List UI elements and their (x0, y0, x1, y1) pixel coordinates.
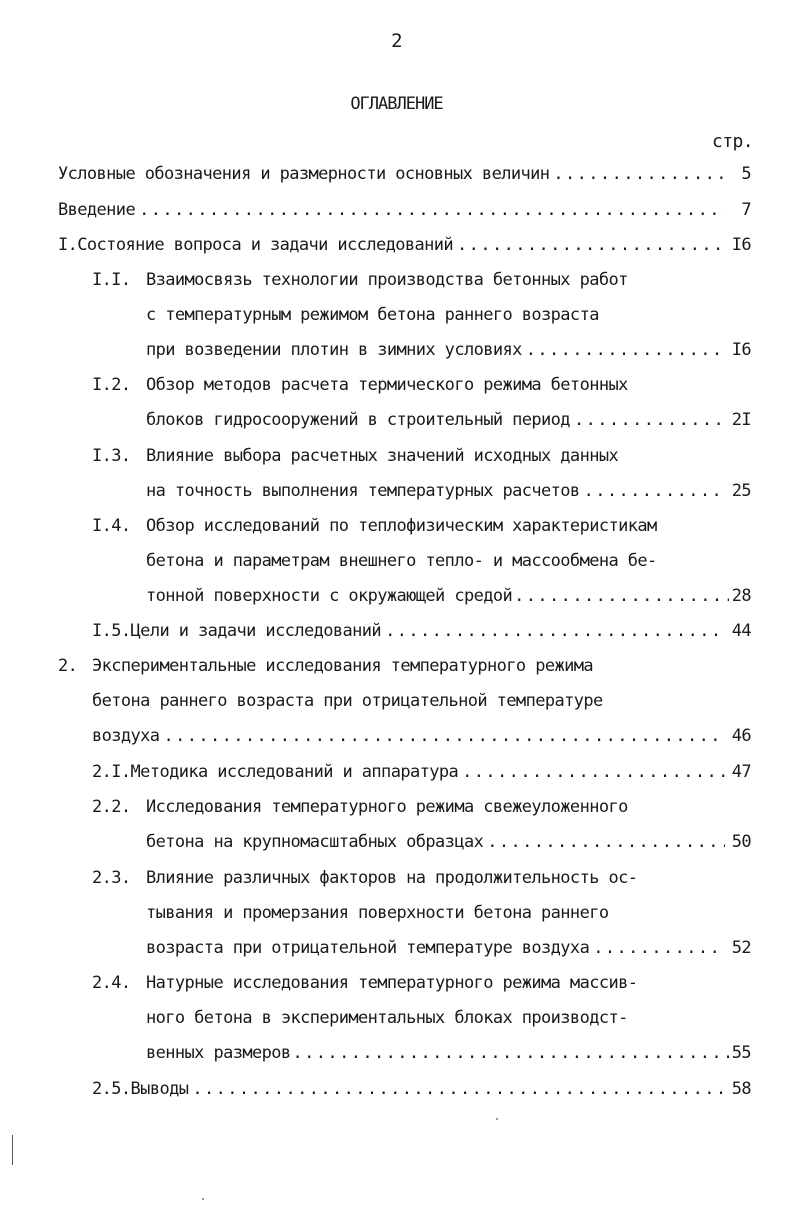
toc-entry-1-3-cont (146, 481, 751, 505)
toc-entry-number: 2. (58, 656, 78, 676)
toc-entry-text: бетона и параметрам внешнего тепло- и массообмена бе- (146, 551, 657, 571)
toc-entry-chapter-1 (58, 235, 751, 259)
toc-entry-number: I.5. (92, 621, 131, 641)
toc-entry-1-1-cont (146, 340, 751, 364)
toc-entry-2-1 (92, 762, 751, 786)
dot-leader (385, 621, 725, 638)
toc-entry-text: Влияние выбора расчетных значений исходных данных (146, 446, 619, 466)
toc-entry-text: возраста при отрицательной температуре воздуха (146, 938, 590, 958)
toc-entry-page: 25 (731, 481, 751, 501)
toc-entry-text: воздуха (92, 726, 160, 746)
toc-entry-1-1-cont (146, 305, 751, 329)
toc-entry-number: I.I. (92, 270, 131, 290)
toc-entry-2-3-cont (146, 938, 751, 962)
toc-entry-text: Влияние различных факторов на продолжительность ос- (146, 868, 638, 888)
toc-entry-1-2 (92, 375, 751, 399)
toc-entry-2-4-cont (146, 1043, 751, 1067)
toc-entry-page: 50 (731, 832, 751, 852)
toc-entry-1-5 (92, 621, 751, 645)
toc-entry-1-2-cont (146, 410, 751, 434)
toc-entry-text: тонной поверхности с окружающей средой (146, 586, 513, 606)
toc-entry-text: тывания и промерзания поверхности бетона раннего (146, 903, 609, 923)
toc-entry-page: I6 (731, 340, 751, 360)
toc-entry-page: I6 (731, 235, 751, 255)
dot-leader (526, 340, 725, 357)
toc-entry-text: Состояние вопроса и задачи исследований (77, 235, 454, 255)
dot-leader (553, 164, 725, 181)
toc-entry-number: 2.3. (92, 868, 131, 888)
toc-entry-page: 28 (731, 586, 751, 606)
toc-entry-page: 46 (731, 726, 751, 746)
toc-entry-1-1 (92, 270, 751, 294)
toc-entry-number: I. (58, 235, 78, 255)
dot-leader (514, 586, 729, 603)
toc-entry-text: Введение (58, 200, 136, 220)
toc-entry-text: бетона на крупномасштабных образцах (146, 832, 484, 852)
toc-entry-page: 7 (741, 200, 751, 220)
toc-entry-page: 47 (731, 762, 751, 782)
toc-entry-2-3 (92, 868, 751, 892)
toc-entry-1-3 (92, 446, 751, 470)
toc-entry-number: I.2. (92, 375, 131, 395)
dot-leader (593, 938, 725, 955)
dot-leader (487, 832, 725, 849)
toc-entry-page: 44 (731, 621, 751, 641)
toc-entry-text: ного бетона в экспериментальных блоках производст- (146, 1008, 628, 1028)
toc-entry-1-4 (92, 516, 751, 540)
toc-entry-number: I.3. (92, 446, 131, 466)
dot-leader (574, 410, 725, 427)
toc-entry-page: 52 (731, 938, 751, 958)
dot-leader (192, 1079, 725, 1096)
toc-entry-1-4-cont (146, 586, 751, 610)
toc-entry-introduction (58, 200, 751, 224)
toc-entry-legend (58, 164, 751, 188)
toc-entry-text: Условные обозначения и размерности основных величин (58, 164, 550, 184)
toc-entry-chapter-2-cont (92, 691, 751, 715)
toc-entry-text: на точность выполнения температурных расчетов (146, 481, 580, 501)
toc-entry-text: Цели и задачи исследований (130, 621, 382, 641)
toc-entry-text: Натурные исследования температурного режима массив- (146, 973, 638, 993)
toc-entry-page: 2I (731, 410, 751, 430)
toc-entry-number: 2.2. (92, 797, 131, 817)
toc-entry-2-4-cont (146, 1008, 751, 1032)
dot-leader (584, 481, 725, 498)
toc-entry-chapter-2 (58, 656, 751, 680)
toc-entry-2-5 (92, 1079, 751, 1103)
toc-entry-text: Взаимосвязь технологии производства бетонных работ (146, 270, 628, 290)
toc-entry-text: Выводы (130, 1079, 189, 1099)
toc-entry-chapter-2-cont (92, 726, 751, 750)
toc-entry-number: 2.4. (92, 973, 131, 993)
toc-entry-number: 2.5. (92, 1079, 131, 1099)
scan-speck (202, 1198, 204, 1200)
toc-entry-text: при возведении плотин в зимних условиях (146, 340, 522, 360)
page-title: ОГЛАВЛЕНИЕ (350, 94, 443, 114)
toc-entry-2-2 (92, 797, 751, 821)
toc-entry-page: 55 (731, 1043, 751, 1063)
toc-entry-number: 2.I. (92, 762, 131, 782)
scan-speck (496, 1118, 498, 1120)
toc-entry-1-4-cont (146, 551, 751, 575)
toc-entry-2-2-cont (146, 832, 751, 856)
toc-entry-2-4 (92, 973, 751, 997)
toc-entry-page: 5 (741, 164, 751, 184)
page-number: 2 (391, 30, 402, 52)
toc-entry-text: с температурным режимом бетона раннего возраста (146, 305, 599, 325)
toc-entry-text: Обзор исследований по теплофизическим характеристикам (146, 516, 657, 536)
toc-entry-text: Методика исследований и аппаратура (130, 762, 459, 782)
toc-entry-text: Экспериментальные исследования температурного режима (92, 656, 594, 676)
toc-entry-2-3-cont (146, 903, 751, 927)
page-column-label: стр. (712, 131, 753, 152)
toc-entry-text: бетона раннего возраста при отрицательной температуре (92, 691, 603, 711)
toc-entry-text: Обзор методов расчета термического режима бетонных (146, 375, 628, 395)
toc-entry-page: 58 (731, 1079, 751, 1099)
toc-entry-text: Исследования температурного режима свежеуложенного (146, 797, 628, 817)
toc-entry-number: I.4. (92, 516, 131, 536)
dot-leader (457, 235, 725, 252)
dot-leader (462, 762, 725, 779)
toc-entry-text: венных размеров (146, 1043, 291, 1063)
toc-entry-text: блоков гидросооружений в строительный период (146, 410, 570, 430)
dot-leader (163, 726, 725, 743)
dot-leader (139, 200, 725, 217)
dot-leader (293, 1043, 729, 1060)
margin-scan-mark (12, 1135, 13, 1165)
